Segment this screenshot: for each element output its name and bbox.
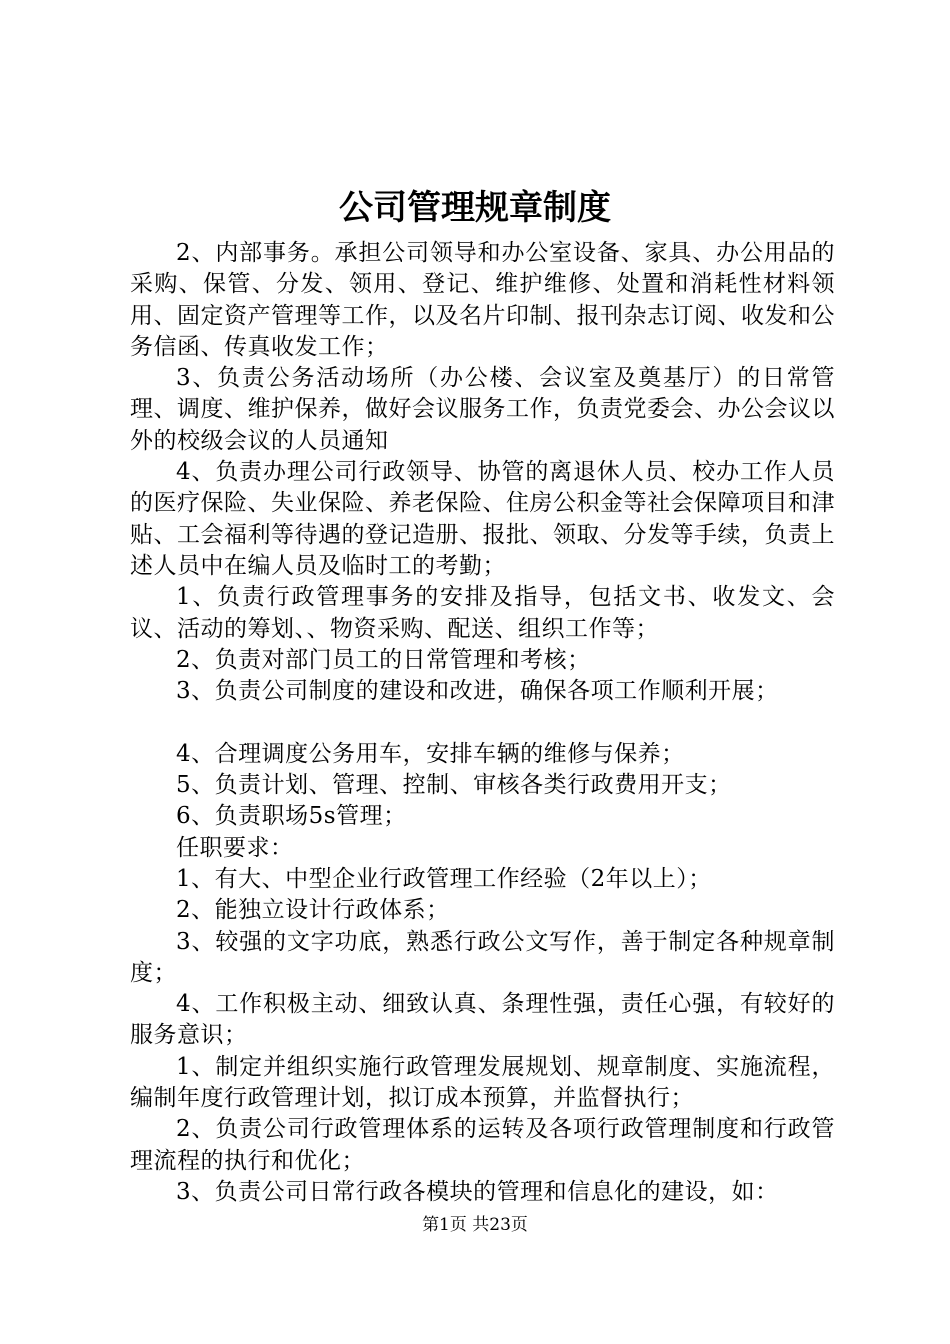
paragraph: 3、负责公司制度的建设和改进，确保各项工作顺利开展；: [176, 678, 779, 705]
section-heading: 任职要求：: [176, 834, 294, 861]
paragraph: 3、较强的文字功底，熟悉行政公文写作，善于制定各种规章制度；: [130, 928, 835, 986]
paragraph: 3、负责公务活动场所（办公楼、会议室及奠基厅）的日常管理、调度、维护保养，做好会议服务工作，负责党委会、办公会议以外的校级会议的人员通知: [130, 365, 835, 454]
paragraph: 4、工作积极主动、细致认真、条理性强，责任心强，有较好的服务意识；: [130, 991, 835, 1049]
paragraph: 1、负责行政管理事务的安排及指导，包括文书、收发文、会议、活动的筹划、、物资采购、配送、组织工作等；: [130, 584, 835, 642]
paragraph: 2、负责对部门员工的日常管理和考核；: [176, 646, 591, 673]
paragraph: 2、能独立设计行政体系；: [176, 897, 450, 924]
paragraph: 4、合理调度公务用车，安排车辆的维修与保养；: [176, 740, 685, 767]
paragraph: 4、负责办理公司行政领导、协管的离退休人员、校办工作人员的医疗保险、失业保险、养老保险、住房公积金等社会保障项目和津贴、工会福利等待遇的登记造册、报批、领取、分发等手续，负责上述人员中在编人员及临时工的考勤；: [130, 459, 835, 579]
paragraph: 1、有大、中型企业行政管理工作经验（2年以上）；: [176, 865, 712, 892]
paragraph: 6、负责职场5s管理；: [176, 803, 407, 830]
paragraph: 3、负责公司日常行政各模块的管理和信息化的建设，如：: [176, 1178, 779, 1205]
paragraph: 5、负责计划、管理、控制、审核各类行政费用开支；: [176, 772, 732, 799]
page-title: 公司管理规章制度: [339, 188, 611, 228]
document-body: [130, 238, 835, 1208]
page-footer: 第1页 共23页: [422, 1215, 528, 1235]
paragraph: 1、制定并组织实施行政管理发展规划、规章制度、实施流程，编制年度行政管理计划，拟订成本预算，并监督执行；: [130, 1053, 835, 1112]
paragraph: 2、负责公司行政管理体系的运转及各项行政管理制度和行政管理流程的执行和优化；: [130, 1116, 835, 1174]
paragraph: 2、内部事务。承担公司领导和办公室设备、家具、办公用品的采购、保管、分发、领用、登记、维护维修、处置和消耗性材料领用、固定资产管理等工作，以及名片印制、报刊杂志订阅、收发和公务信函、传真收发工作；: [130, 240, 835, 360]
